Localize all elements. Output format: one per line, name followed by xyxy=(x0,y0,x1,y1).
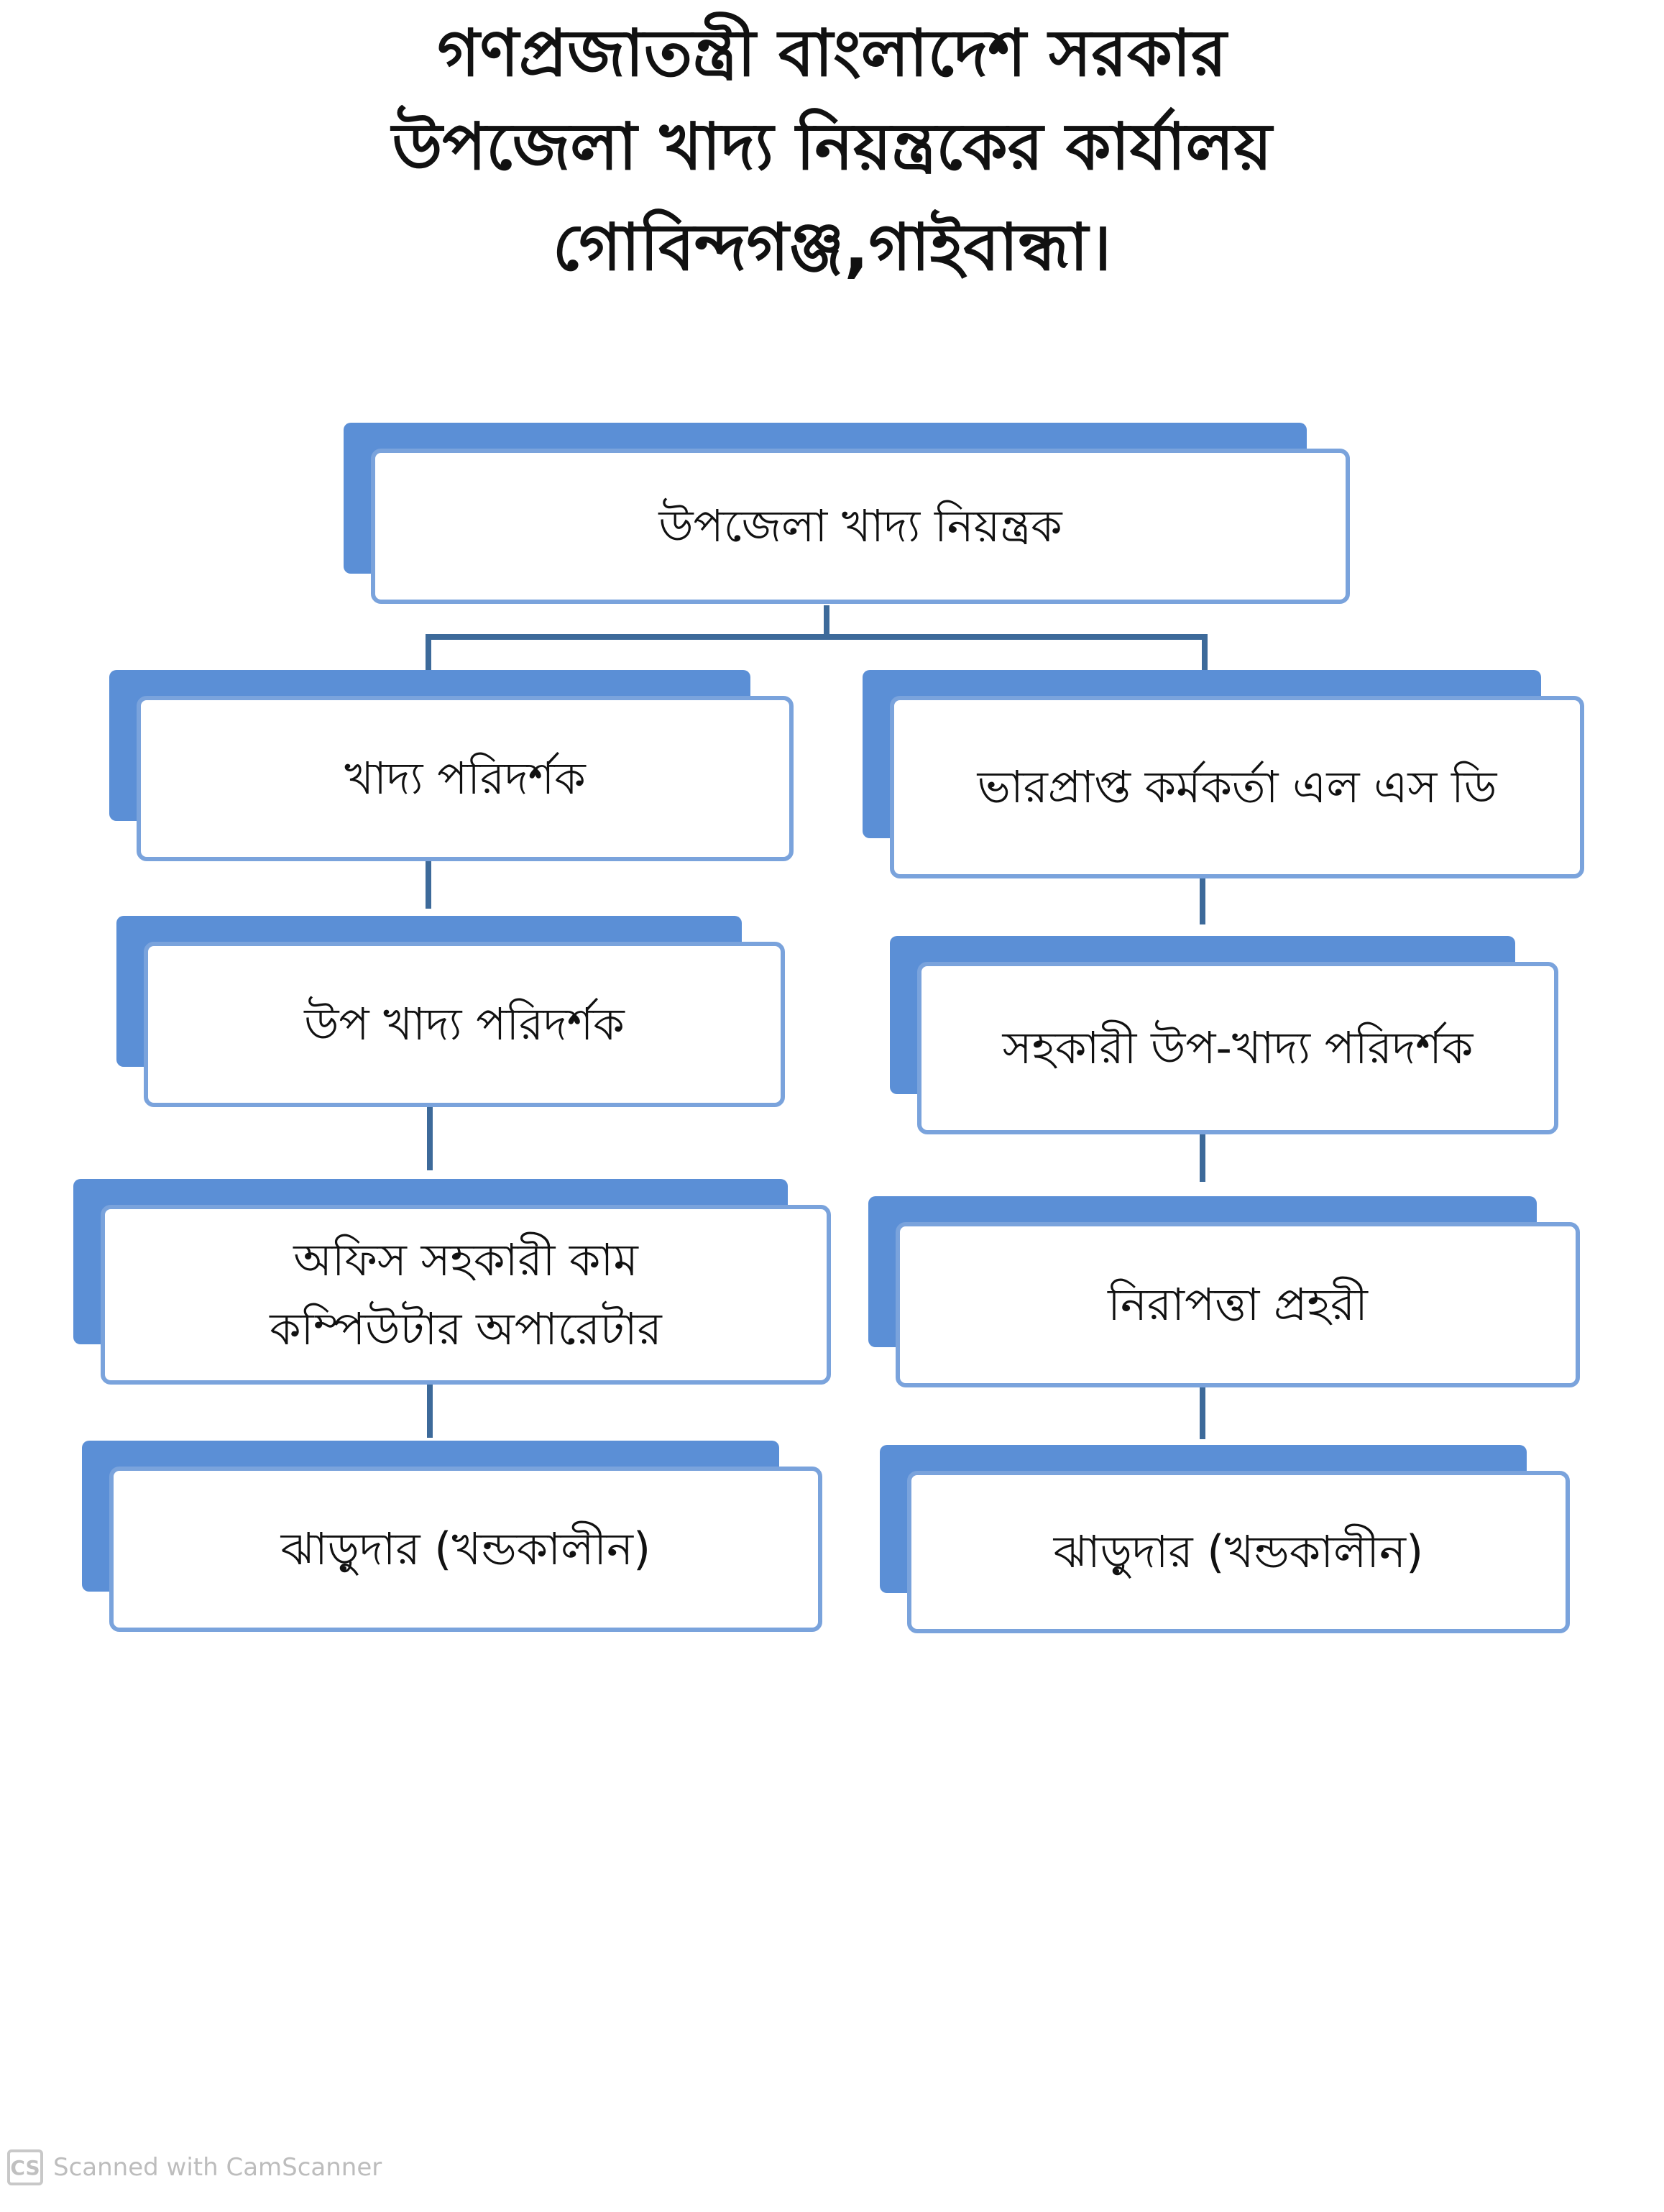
title-line-1: গণপ্রজাতন্ত্রী বাংলাদেশ সরকার xyxy=(437,16,1227,91)
node-label: ঝাড়ুদার (খন্ডকালীন) xyxy=(280,1523,651,1575)
title-line-2: উপজেলা খাদ্য নিয়ন্ত্রকের কার্যালয় xyxy=(392,109,1272,185)
node-label-line-1: অফিস সহকারী কাম xyxy=(293,1234,638,1286)
node-box xyxy=(144,942,785,1107)
connector-left-3-4 xyxy=(427,1380,433,1438)
node-box xyxy=(890,696,1584,878)
node-sweeper-right xyxy=(880,1445,1570,1633)
node-label: ভারপ্রাপ্ত কর্মকর্তা এল এস ডি xyxy=(977,761,1497,813)
node-label: উপজেলা খাদ্য নিয়ন্ত্রক xyxy=(658,500,1062,552)
node-label: উপ খাদ্য পরিদর্শক xyxy=(304,998,625,1050)
node-label: নিরাপত্তা প্রহরী xyxy=(1108,1278,1368,1331)
title-line-3: গোবিন্দগঞ্জ,গাইবান্ধা। xyxy=(552,210,1112,285)
node-upazila-food-controller xyxy=(344,423,1350,610)
node-food-inspector xyxy=(109,670,794,861)
camscanner-text: Scanned with CamScanner xyxy=(53,2153,382,2182)
node-label-line-2: কম্পিউটার অপারেটার xyxy=(270,1303,662,1355)
node-box xyxy=(101,1205,831,1385)
connector-branch-horizontal xyxy=(426,634,1208,640)
node-box xyxy=(137,696,794,861)
node-security-guard xyxy=(868,1196,1580,1387)
camscanner-logo-icon: CS xyxy=(7,2149,43,2185)
connector-root-down xyxy=(824,605,829,637)
node-box xyxy=(917,962,1558,1134)
node-label: খাদ্য পরিদর্শক xyxy=(344,752,586,804)
connector-right-1-2 xyxy=(1200,874,1205,924)
node-box xyxy=(896,1222,1580,1387)
connector-left-2-3 xyxy=(427,1104,433,1170)
node-box xyxy=(907,1471,1570,1633)
node-label: ঝাড়ুদার (খন্ডকালীন) xyxy=(1053,1525,1424,1578)
node-box xyxy=(109,1467,822,1632)
node-assistant-sub-food-inspector xyxy=(890,936,1558,1134)
connector-right-3-4 xyxy=(1200,1383,1205,1439)
connector-right-2-3 xyxy=(1200,1130,1205,1182)
node-label: সহকারী উপ-খাদ্য পরিদর্শক xyxy=(1002,1022,1474,1074)
node-office-assistant-computer-operator xyxy=(73,1179,831,1385)
node-box xyxy=(371,449,1350,604)
camscanner-watermark xyxy=(7,2149,382,2185)
node-sweeper-left xyxy=(82,1441,822,1632)
connector-left-1-2 xyxy=(426,858,431,909)
node-sub-food-inspector xyxy=(116,916,785,1107)
node-officer-in-charge-lsd xyxy=(863,670,1584,878)
